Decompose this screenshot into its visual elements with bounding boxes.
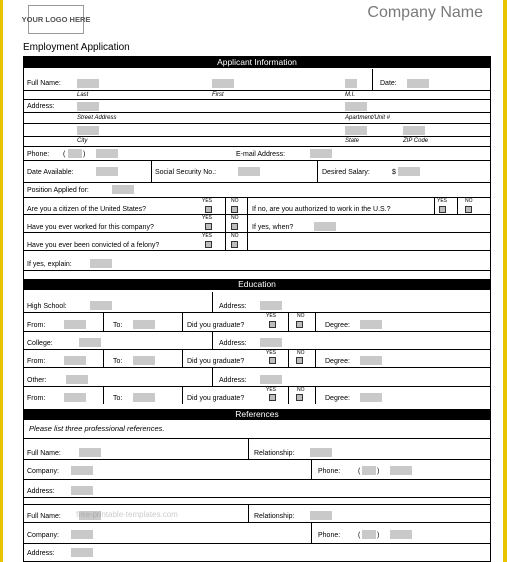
ref-phone-label: Phone: [318,468,341,475]
felony-no-checkbox[interactable] [231,241,238,248]
ref1-phone-field[interactable] [390,466,412,475]
other-from-field[interactable] [64,393,86,402]
desired-salary-field[interactable] [398,167,420,176]
phone-label: Phone: [27,151,50,158]
ref-company-label: Company: [27,532,59,539]
college-degree-field[interactable] [360,356,382,365]
no-caption: NO [465,198,473,204]
high-school-address-label: Address: [219,303,247,310]
divider [247,232,248,250]
ref-relationship-label: Relationship: [254,450,295,457]
ref1-relationship-field[interactable] [310,448,332,457]
high-school-degree-field[interactable] [360,320,382,329]
divider [317,160,318,182]
row-line [24,497,490,498]
degree-label: Degree: [325,322,350,329]
row-line [24,99,490,100]
high-school-grad-no-checkbox[interactable] [296,321,303,328]
divider [225,214,226,232]
college-field[interactable] [79,338,101,347]
references-instruction: Please list three professional references. [29,424,165,433]
when-field[interactable] [314,222,336,231]
row-line [24,438,490,439]
yes-caption: YES [266,350,277,356]
mi-caption: M.I. [345,92,355,98]
to-label: To: [113,395,123,402]
first-caption: First [212,92,224,98]
other-label: Other: [27,377,47,384]
college-grad-no-checkbox[interactable] [296,357,303,364]
divider [182,386,183,404]
ssn-label: Social Security No.: [155,169,217,176]
high-school-grad-yes-checkbox[interactable] [269,321,276,328]
no-caption: NO [231,198,239,204]
row-line [24,312,490,313]
college-from-field[interactable] [64,356,86,365]
graduate-label: Did you graduate? [187,322,245,329]
position-label: Position Applied for: [27,187,89,194]
divider [311,459,312,479]
date-available-label: Date Available: [27,169,74,176]
logo-placeholder: YOUR LOGO HERE [28,5,84,34]
college-to-field[interactable] [133,356,155,365]
divider [151,160,152,182]
yes-caption: YES [202,233,213,239]
divider [248,504,249,522]
high-school-label: High School: [27,303,67,310]
row-line [24,250,490,251]
divider [212,367,213,386]
row-line [24,197,490,198]
application-form [23,56,491,562]
citizen-question: Are you a citizen of the United States? [27,206,147,213]
ref1-area-code-field[interactable] [362,466,376,475]
divider [212,292,213,312]
date-label: Date: [380,80,397,87]
other-degree-field[interactable] [360,393,382,402]
row-line [24,504,490,505]
explain-label: If yes, explain: [27,261,72,268]
ref-company-label: Company: [27,468,59,475]
no-caption: NO [297,313,305,319]
row-line [24,112,490,113]
phone-paren: ( [63,151,66,158]
last-name-field[interactable] [77,79,99,88]
other-address-field[interactable] [260,375,282,384]
worked-question: Have you ever worked for this company? [27,224,154,231]
row-line [24,232,490,233]
divider [288,349,289,367]
divider [315,386,316,404]
divider [225,232,226,250]
section-header-education: Education [24,279,490,290]
row-line [24,522,490,523]
divider [457,197,458,214]
phone-area-code-field[interactable] [68,149,82,158]
other-grad-no-checkbox[interactable] [296,394,303,401]
college-label: College: [27,340,53,347]
full-name-label: Full Name: [27,80,61,87]
other-address-label: Address: [219,377,247,384]
apt-unit-field[interactable] [345,102,367,111]
divider [288,312,289,331]
ref2-address-field[interactable] [71,548,93,557]
desired-salary-label: Desired Salary: [322,169,370,176]
ref2-phone-field[interactable] [390,530,412,539]
no-caption: NO [297,387,305,393]
yes-caption: YES [437,198,448,204]
to-label: To: [113,358,123,365]
worked-no-checkbox[interactable] [231,223,238,230]
row-line [24,123,490,124]
explain-field[interactable] [90,259,112,268]
no-caption: NO [231,233,239,239]
citizen-yes-checkbox[interactable] [205,206,212,213]
section-header-references: References [24,409,490,420]
divider [248,438,249,459]
ref2-area-code-field[interactable] [362,530,376,539]
zip-field[interactable] [403,126,425,135]
divider [247,197,248,214]
email-label: E-mail Address: [236,151,286,158]
position-field[interactable] [112,185,134,194]
row-line [24,146,490,147]
ref1-company-field[interactable] [71,466,93,475]
last-caption: Last [77,92,89,98]
high-school-address-field[interactable] [260,301,282,310]
row-line [24,459,490,460]
from-label: From: [27,322,46,329]
ref1-name-field[interactable] [79,448,101,457]
no-caption: NO [297,350,305,356]
row-line [24,270,490,271]
yes-caption: YES [202,215,213,221]
row-line [24,349,490,350]
no-caption: NO [231,215,239,221]
watermark: free-printable-templates.com [76,510,178,519]
graduate-label: Did you graduate? [187,358,245,365]
row-line [24,182,490,183]
phone-paren: ( [358,532,361,539]
form-title: Employment Application [23,42,130,53]
authorized-yes-checkbox[interactable] [439,206,446,213]
ref1-address-field[interactable] [71,486,93,495]
degree-label: Degree: [325,395,350,402]
ref-full-name-label: Full Name: [27,450,61,457]
phone-paren-close: ) [377,468,380,475]
when-label: If yes, when? [252,224,294,231]
worked-yes-checkbox[interactable] [205,223,212,230]
row-line [24,331,490,332]
graduate-label: Did you graduate? [187,395,245,402]
date-field[interactable] [407,79,429,88]
degree-label: Degree: [325,358,350,365]
college-address-label: Address: [219,340,247,347]
college-address-field[interactable] [260,338,282,347]
divider [288,386,289,404]
yes-caption: YES [202,198,213,204]
yes-caption: YES [266,313,277,319]
divider [225,197,226,214]
apt-caption: Apartment/Unit # [345,115,391,121]
row-line [24,479,490,480]
row-line [24,214,490,215]
ref2-company-field[interactable] [71,530,93,539]
felony-question: Have you ever been convicted of a felony? [27,242,160,249]
ref2-relationship-field[interactable] [310,511,332,520]
phone-paren: ( [358,468,361,475]
street-caption: Street Address [77,115,117,121]
divider [372,69,373,91]
company-name: Company Name [367,4,483,21]
phone-paren-close: ) [377,532,380,539]
date-available-field[interactable] [96,167,118,176]
middle-initial-field[interactable] [345,79,357,88]
high-school-field[interactable] [90,301,112,310]
divider [103,349,104,367]
divider [103,386,104,404]
to-label: To: [113,322,123,329]
divider [315,312,316,331]
divider [182,349,183,367]
ssn-field[interactable] [238,167,260,176]
row-line [24,543,490,544]
city-field[interactable] [77,126,99,135]
ref-address-label: Address: [27,550,55,557]
divider [182,312,183,331]
email-field[interactable] [310,149,332,158]
row-line [24,90,490,91]
other-to-field[interactable] [133,393,155,402]
ref-address-label: Address: [27,488,55,495]
high-school-to-field[interactable] [133,320,155,329]
phone-number-field[interactable] [96,149,118,158]
from-label: From: [27,358,46,365]
first-name-field[interactable] [212,79,234,88]
dollar-sign: $ [392,169,396,176]
from-label: From: [27,395,46,402]
authorized-question: If no, are you authorized to work in the U.S.? [252,206,391,213]
divider [311,522,312,543]
city-caption: City [77,138,88,144]
other-school-field[interactable] [66,375,88,384]
zip-caption: ZIP Code [403,138,429,144]
ref-relationship-label: Relationship: [254,513,295,520]
ref-phone-label: Phone: [318,532,341,539]
section-header-applicant: Applicant Information [24,57,490,68]
row-line [24,160,490,161]
phone-paren-close: ) [83,151,86,158]
high-school-from-field[interactable] [64,320,86,329]
divider [212,331,213,349]
address-label: Address: [27,103,55,110]
citizen-no-checkbox[interactable] [231,206,238,213]
divider [247,214,248,232]
row-line [24,386,490,387]
row-line [24,367,490,368]
street-address-field[interactable] [77,102,99,111]
state-field[interactable] [345,126,367,135]
divider [315,349,316,367]
yes-caption: YES [266,387,277,393]
divider [103,312,104,331]
felony-yes-checkbox[interactable] [205,241,212,248]
ref-full-name-label: Full Name: [27,513,61,520]
state-caption: State [345,138,360,144]
authorized-no-checkbox[interactable] [465,206,472,213]
other-grad-yes-checkbox[interactable] [269,394,276,401]
college-grad-yes-checkbox[interactable] [269,357,276,364]
divider [434,197,435,214]
